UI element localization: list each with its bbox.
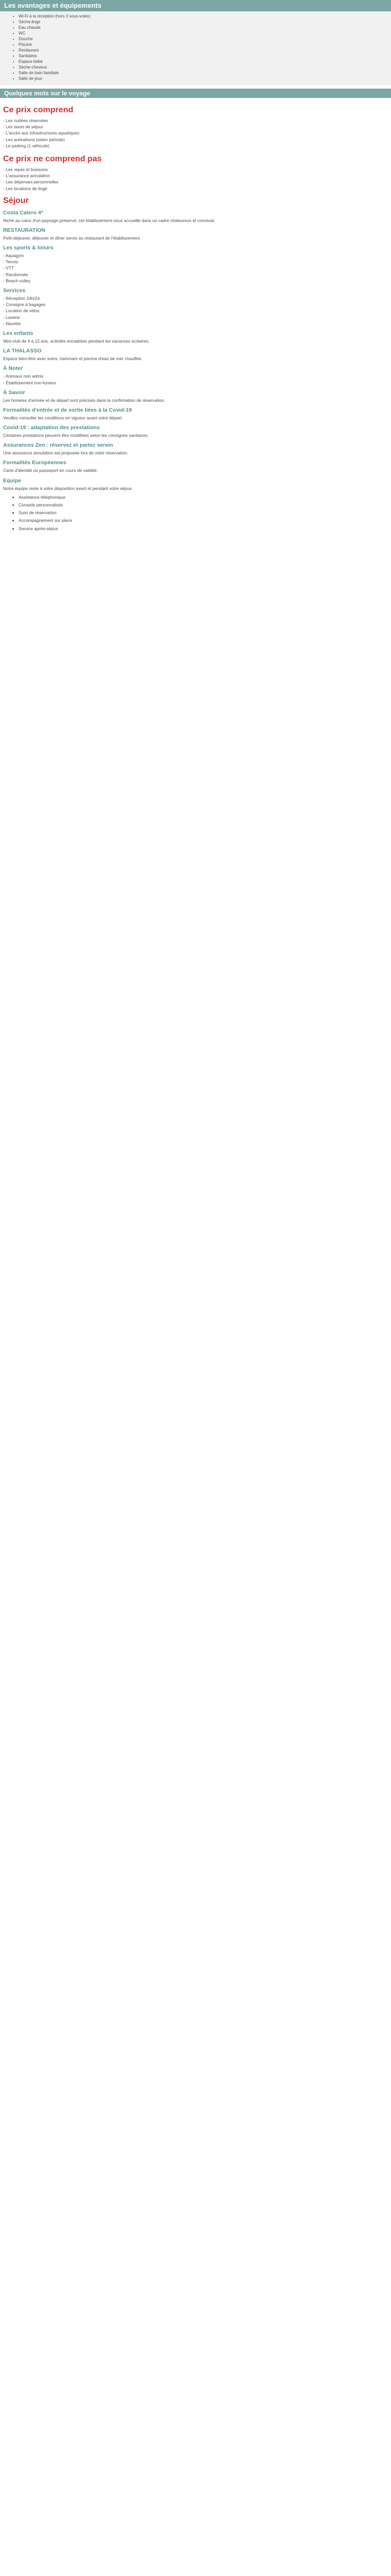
amenity-item: • Sanitaires bbox=[19, 53, 386, 59]
restauration-body: Petit-déjeuner, déjeuner et dîner servis au restaurant de l'établissement. bbox=[3, 235, 141, 241]
asavoir-title: À Savoir bbox=[3, 389, 25, 396]
sejour-subtitle: Costa Calero 4* bbox=[3, 209, 43, 216]
service-item: - Réception 24h/24 bbox=[3, 296, 40, 301]
service-item: - Consigne à bagages bbox=[3, 302, 45, 308]
sport-item: - Aquagym bbox=[3, 253, 24, 259]
prix-item: - Le parking (1 véhicule) bbox=[3, 143, 50, 148]
asavoir-body: Les horaires d'arrivée et de départ sont précisés dans la confirmation de réservation. bbox=[3, 397, 165, 403]
formalites-body: Carte d'identité ou passeport en cours de validité. bbox=[3, 468, 98, 473]
equipe-title: Equipe bbox=[3, 477, 22, 484]
amenity-item: • Wi-Fi à la réception (hors 2 sous-voies) bbox=[19, 13, 386, 19]
prix-item: - Les animations (selon période) bbox=[3, 137, 65, 142]
sejour-body: Niché au cœur d'un paysage préservé, cet établissement vous accueille dans un cadre chaleureux et convivial. bbox=[3, 217, 216, 223]
prix-item: - Les taxes de séjour bbox=[3, 124, 43, 130]
prix-title: Ce prix comprend bbox=[3, 106, 74, 114]
amenity-item: • Eau chaude bbox=[19, 25, 386, 30]
non-compris-title: Ce prix ne comprend pas bbox=[3, 154, 102, 163]
non-compris-item: - Les locations de linge bbox=[3, 185, 47, 191]
amenity-item: • Douche bbox=[19, 36, 386, 42]
equipe-item: • Service après-séjour bbox=[19, 526, 388, 532]
sejour-title: Séjour bbox=[3, 196, 29, 205]
practical-header: Quelques mots sur le voyage bbox=[0, 89, 391, 98]
hotel-item: - Animaux non admis bbox=[3, 374, 44, 379]
non-compris-item: - Les repas et boissons bbox=[3, 166, 48, 172]
non-compris-item: - Les dépenses personnelles bbox=[3, 179, 59, 185]
sport-item: - Tennis bbox=[3, 259, 19, 265]
sport-item: - Randonnée bbox=[3, 272, 28, 277]
formalites-covid-title: Formalités d'entrée et de sortie liées à la Covid-19 bbox=[3, 406, 132, 413]
sports-list bbox=[3, 252, 388, 284]
amenity-item: • Salle de bain familiale bbox=[19, 70, 386, 76]
non-compris-item: - L'assurance annulation bbox=[3, 173, 50, 179]
amenities-header: Les avantages et équipements bbox=[0, 0, 391, 11]
amenities-box bbox=[0, 11, 391, 86]
equipe-body: Notre équipe reste à votre disposition avant et pendant votre séjour. bbox=[3, 485, 133, 491]
equipe-item: • Conseils personnalisés bbox=[19, 502, 388, 508]
service-item: - Laverie bbox=[3, 314, 20, 320]
equipe-item: • Accompagnement sur place bbox=[19, 517, 388, 523]
amenity-item: • Piscine bbox=[19, 42, 386, 47]
amenity-item: • WC bbox=[19, 30, 386, 36]
enfants-body: Mini-club de 4 à 12 ans, activités encadrées pendant les vacances scolaires. bbox=[3, 338, 150, 344]
restauration-title: RESTAURATION bbox=[3, 227, 45, 233]
amenity-item: • Sèche-cheveux bbox=[19, 64, 386, 70]
thalasso-body: Espace bien-être avec soins, hammam et piscine d'eau de mer chauffée. bbox=[3, 356, 143, 362]
assurance-title: Assurances Zen : réservez et partez serein bbox=[3, 442, 113, 449]
sport-item: - VTT bbox=[3, 265, 14, 271]
enfants-title: Les enfants bbox=[3, 330, 34, 336]
hotel-title: À Noter bbox=[3, 365, 23, 372]
services-title: Services bbox=[3, 287, 26, 294]
amenity-item: • Sèche-linge bbox=[19, 19, 386, 25]
formalites-title: Formalités Européennes bbox=[3, 460, 67, 466]
amenities-list bbox=[12, 13, 386, 81]
service-item: - Location de vélos bbox=[3, 308, 40, 314]
hotel-list bbox=[3, 373, 388, 385]
prix-list bbox=[3, 117, 388, 149]
thalasso-title: LA THALASSO bbox=[3, 348, 42, 354]
covid-body: Certaines prestations peuvent être modifiées selon les consignes sanitaires. bbox=[3, 433, 149, 438]
assurance-body: Une assurance annulation est proposée lors de votre réservation. bbox=[3, 450, 128, 456]
equipe-item: • Assistance téléphonique bbox=[19, 494, 388, 500]
service-item: - Navette bbox=[3, 320, 21, 326]
non-compris-list bbox=[3, 166, 388, 192]
amenity-item: • Restaurant bbox=[19, 47, 386, 53]
sports-title: Les sports & loisirs bbox=[3, 245, 54, 251]
services-list bbox=[3, 295, 388, 327]
content bbox=[0, 98, 391, 532]
prix-item: - L'accès aux infrastructures aquatiques bbox=[3, 130, 79, 136]
hotel-item: - Établissement non-fumeur bbox=[3, 380, 56, 385]
amenity-item: • Espace bébé bbox=[19, 59, 386, 64]
equipe-item: • Suivi de réservation bbox=[19, 510, 388, 516]
equipe-list bbox=[3, 494, 388, 532]
covid-title: Covid-19 : adaptation des prestations bbox=[3, 425, 100, 431]
formalites-covid-body: Veuillez consulter les conditions en vigueur avant votre départ. bbox=[3, 415, 123, 420]
prix-item: - Les nuitées réservées bbox=[3, 118, 48, 123]
sport-item: - Beach-volley bbox=[3, 278, 31, 283]
amenity-item: • Salle de jeux bbox=[19, 76, 386, 81]
